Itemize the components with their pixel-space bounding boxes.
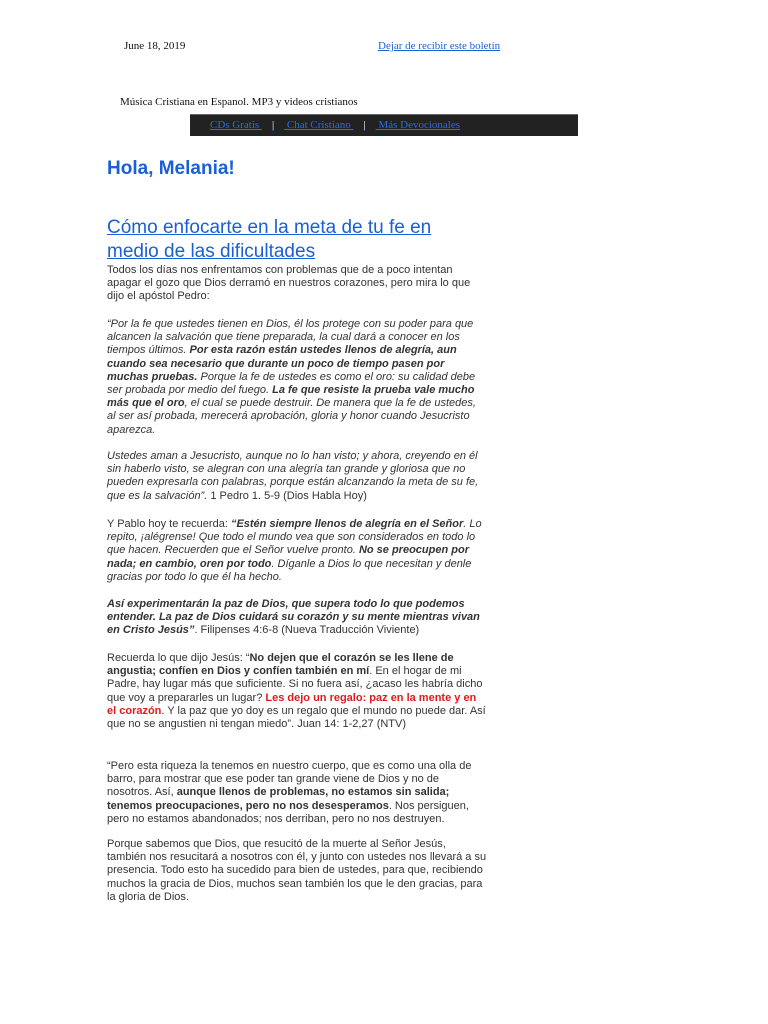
- newsletter-date: June 18, 2019: [124, 40, 186, 52]
- closing-paragraph: Porque sabemos que Dios, que resucitó de la muerte al Señor Jesús, también nos resucitará a nosotros con él, y junto con ustedes nos llevará a su presencia. Todo esto ha sucedido para bien de ustedes, para que, recibiendo muchos la gracia de Dios, muchos sean también los que le den gracias, para la gloria de Dios.: [107, 838, 487, 903]
- nav-link-cds-gratis[interactable]: CDs Gratis: [210, 119, 262, 131]
- greeting-heading: Hola, Melania!: [107, 158, 235, 179]
- filipenses-paragraph: Así experimentarán la paz de Dios, que supera todo lo que podemos entender. La paz de Dios cuidará su corazón y su mente mientras vivan en Cristo Jesús”. Filipenses 4:6-8 (Nueva Traducción Viviente): [107, 598, 480, 637]
- unsubscribe-link[interactable]: Dejar de recibir este boletín: [378, 40, 501, 52]
- intro-paragraph: Todos los días nos enfrentamos con problemas que de a poco intentan apagar el gozo que Dios derramó en nuestros corazones, pero mira lo que dijo el apóstol Pedro:: [107, 264, 471, 303]
- nav-link-mas-devocionales[interactable]: Más Devocionales: [375, 119, 461, 131]
- nav-separator: |: [363, 119, 366, 131]
- quote-paragraph-1: “Por la fe que ustedes tienen en Dios, él los protege con su poder para que alcancen la salvación que tiene preparada, la cual dará a conocer en los tiempos últimos. Por esta razón están ustedes llenos de alegría, aun cuando sea necesario que durante un poco de tiempo pasen por muchas pruebas. Porque la fe de ustedes es como el oro: su calidad debe ser probada por medio del fuego. La fe que resiste la prueba vale mucho más que el oro, el cual se puede destruir. De manera que la fe de ustedes, al ser así probada, merecerá aprobación, gloria y honor cuando Jesucristo aparezca.: [107, 318, 476, 436]
- pablo-paragraph: Y Pablo hoy te recuerda: “Estén siempre llenos de alegría en el Señor. Lo repito, ¡alégrense! Que todo el mundo vea que son considerados en todo lo que hacen. Recuerden que el Señor vuelve pronto. No se preocupen por nada; en cambio, oren por todo. Díganle a Dios lo que necesitan y denle gracias por todo lo que él ha hecho.: [107, 518, 482, 583]
- quote-paragraph-2: Ustedes aman a Jesucristo, aunque no lo han visto; y ahora, creyendo en él sin haberlo visto, se alegran con una alegría tan grande y gloriosa que no pueden expresarla con palabras, porque están alcanzando la meta de su fe, que es la salvación”. 1 Pedro 1. 5-9 (Dios Habla Hoy): [107, 450, 479, 502]
- nav-links: [210, 119, 460, 131]
- nav-separator: |: [271, 119, 275, 131]
- article-title[interactable]: Cómo enfocarte en la meta de tu fe en medio de las dificultades: [107, 217, 432, 262]
- nav-link-chat-cristiano[interactable]: Chat Cristiano: [284, 119, 354, 131]
- juan-paragraph: Recuerda lo que dijo Jesús: “No dejen que el corazón se les llene de angustia; confíen en Dios y confíen también en mí. En el hogar de mi Padre, hay lugar más que suficiente. Si no fuera así, ¿acaso les habría dicho que voy a prepararles un lugar? Les dejo un regalo: paz en la mente y en el corazón. Y la paz que yo doy es un regalo que el mundo no puede dar. Así que no se angustien ni tengan miedo”. Juan 14: 1-2,27 (NTV): [107, 652, 486, 731]
- nav-bar: [190, 114, 578, 136]
- site-tagline: Música Cristiana en Espanol. MP3 y videos cristianos: [120, 96, 358, 108]
- olla-de-barro-paragraph: “Pero esta riqueza la tenemos en nuestro cuerpo, que es como una olla de barro, para mostrar que ese poder tan grande viene de Dios y no de nosotros. Así, aunque llenos de problemas, no estamos sin salida; tenemos preocupaciones, pero no nos desesperamos. Nos persiguen, pero no estamos abandonados; nos derriban, pero no nos destruyen.: [107, 760, 472, 825]
